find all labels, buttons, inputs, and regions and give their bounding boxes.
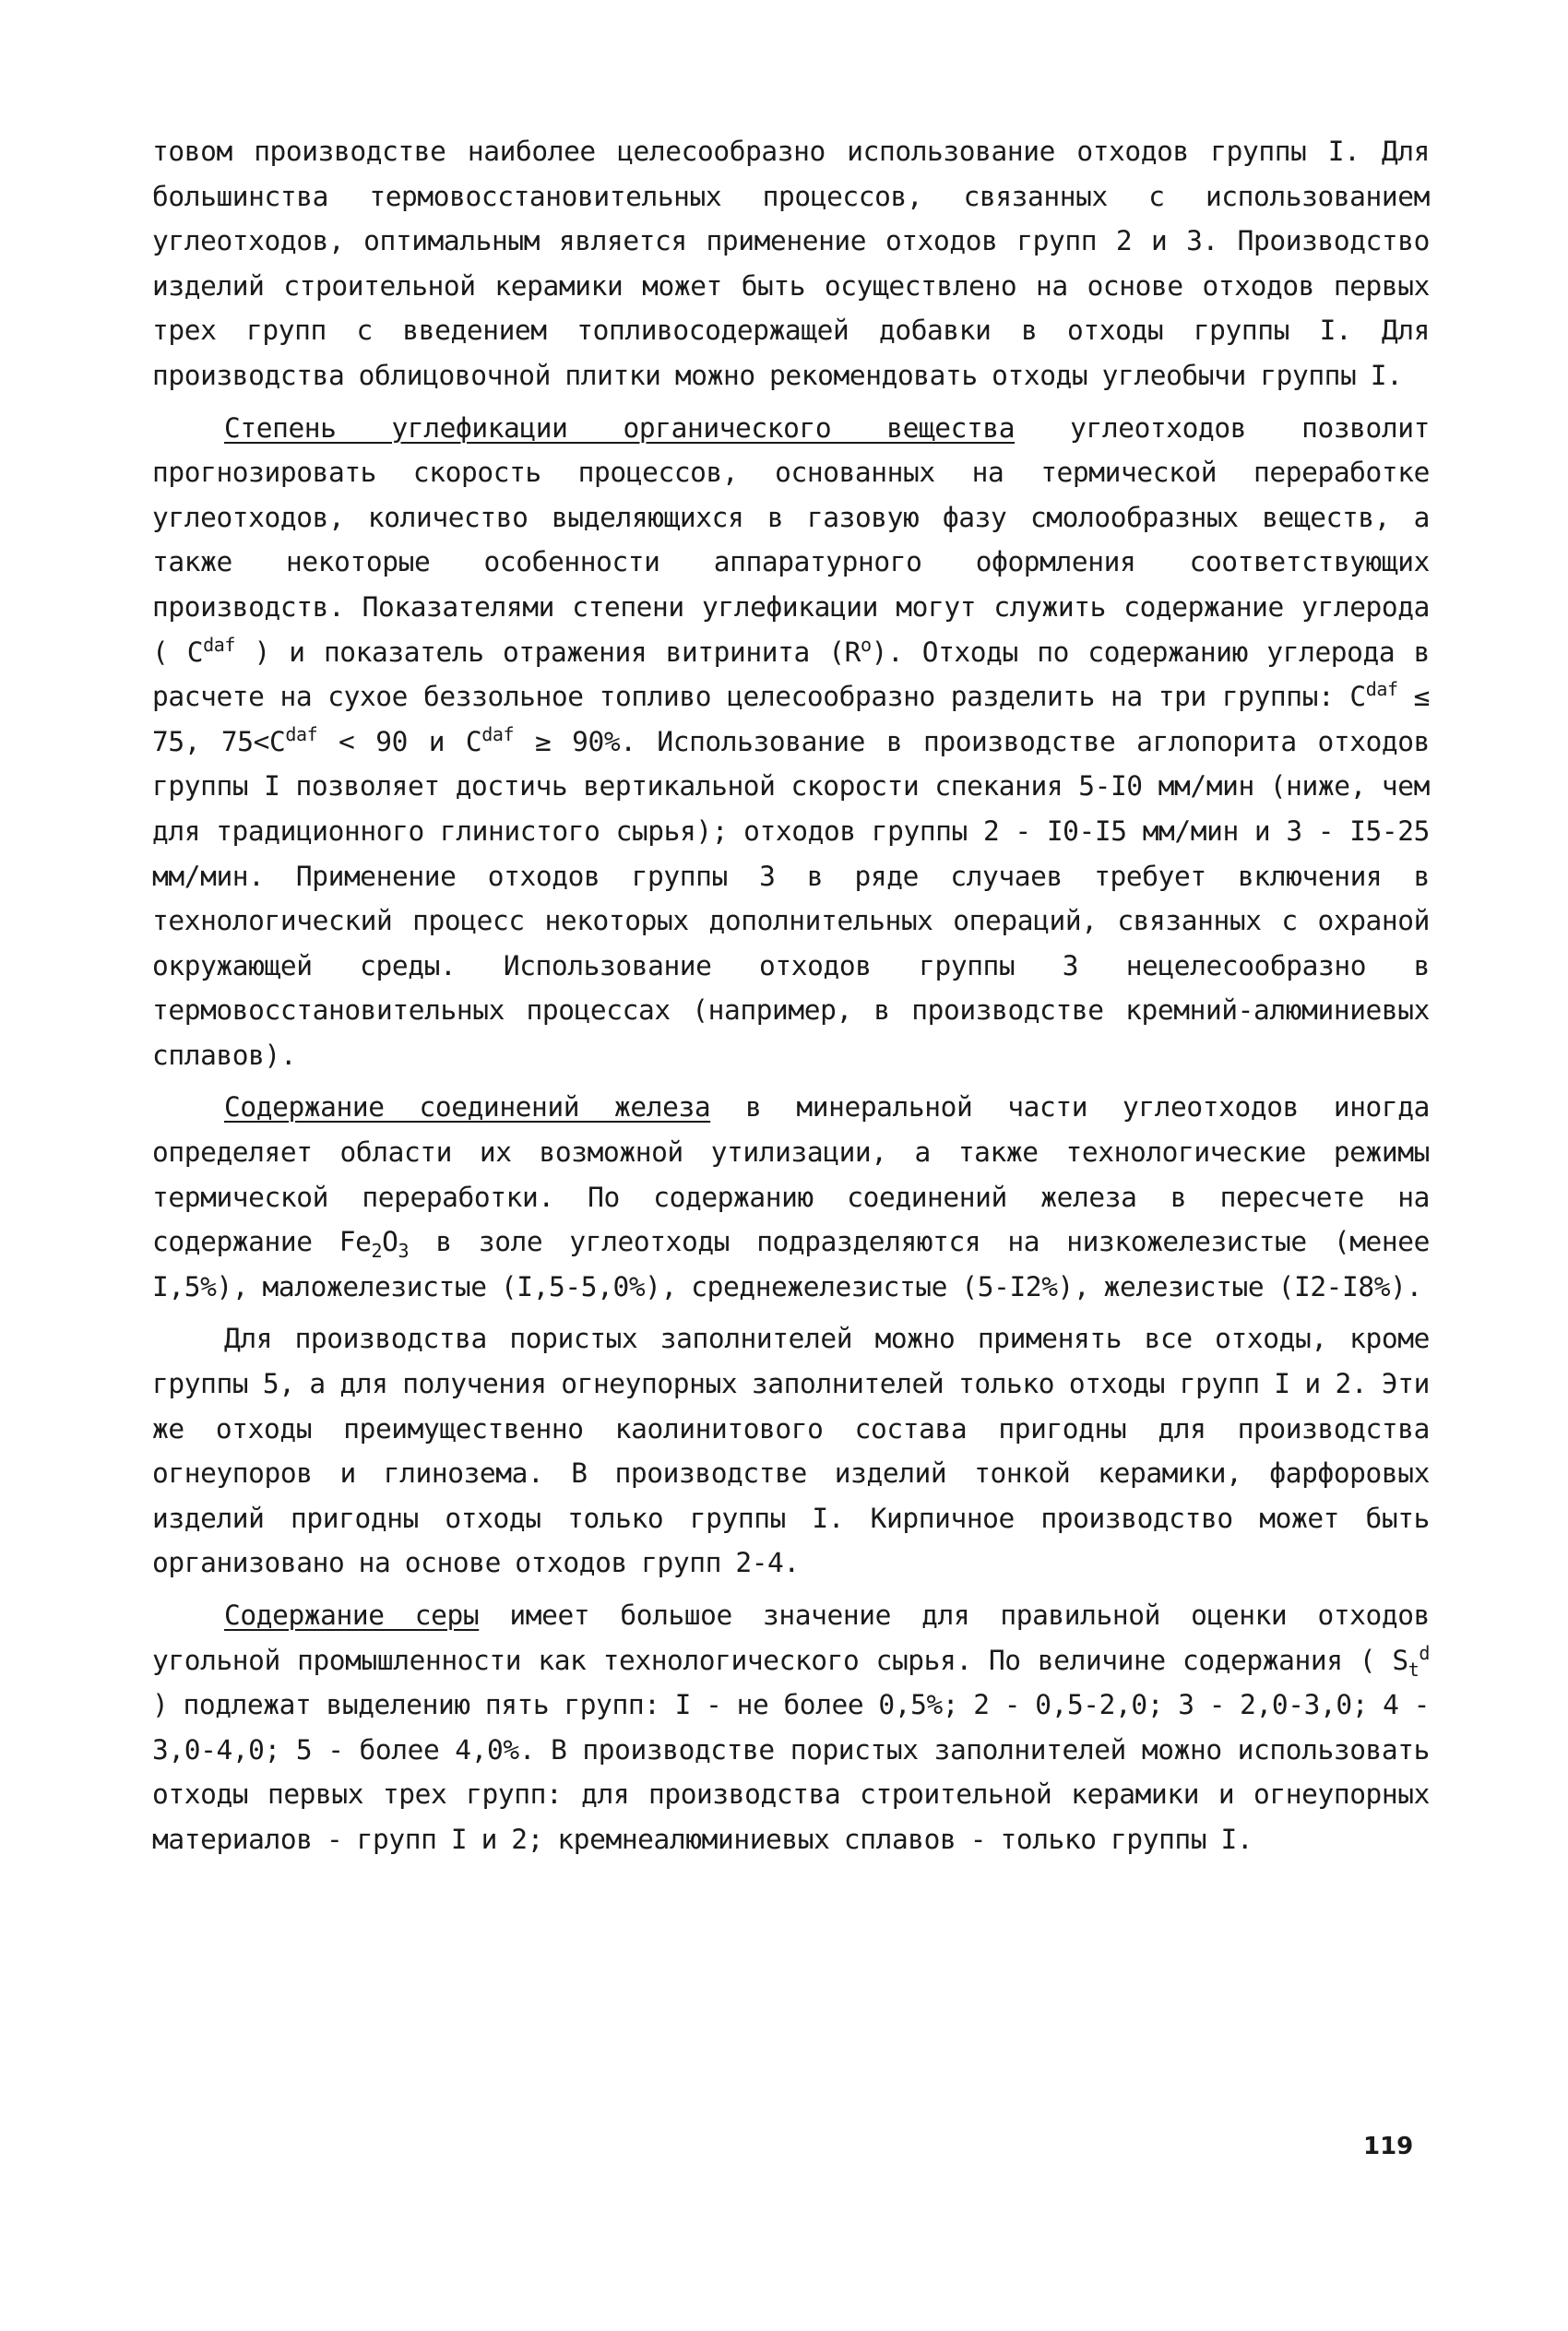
paragraph-1 xyxy=(152,129,1430,398)
paragraph-3 xyxy=(152,1085,1430,1309)
term-sulfur-content: Содержание серы xyxy=(224,1600,480,1631)
page-body xyxy=(152,129,1430,1862)
paragraph-3-text-3: в золе углеотходы подразделяются на низкожелезистые (менее I,5%), маложелезистые (I,5-5,0%), среднежелезистые (5-I2%), железистые (I2-I8%). xyxy=(152,1226,1430,1302)
paragraph-5-text-1: имеет большое значение для правильной оценки отходов угольной промышленности как технологического сырья. По величине содержания ( S xyxy=(152,1600,1430,1676)
term-iron-compounds: Содержание соединений железа xyxy=(224,1091,711,1124)
subscript-2: 2 xyxy=(371,1240,383,1263)
page-number: 119 xyxy=(1363,2133,1414,2160)
paragraph-2-text-2: ) и показатель отражения витринита (R xyxy=(235,636,861,668)
paragraph-2-text-6: ≥ 90%. Использование в производстве аглопорита отходов группы I позволяет достичь вертикальной скорости спекания 5-I0 мм/мин (ниже, чем для традиционного глинистого сырья); отходов группы 2 - I0-I5 мм/мин и 3 - I5-25 мм/мин. Применение отходов группы 3 в ряде случаев требует включения в технологический процесс некоторых дополнительных операций, связанных с охраной окружающей среды. Использование отходов группы 3 нецелесообразно в термовосстановительных процессах (например, в производстве кремний-алюминиевых сплавов). xyxy=(152,725,1431,1071)
paragraph-2-text-4: ≤ 75, 75<C xyxy=(152,681,1430,757)
term-coalification: Степень углефикации органического вещества xyxy=(224,411,1016,444)
superscript-daf-4: daf xyxy=(481,722,515,745)
paragraph-5-text-2: ) подлежат выделению пять групп: I - не более 0,5%; 2 - 0,5-2,0; 3 - 2,0-3,0; 4 - 3,0-4,0; 5 - более 4,0%. В производстве пористых заполнителей можно использовать отходы первых трех групп: для производства строительной керамики и огнеупорных материалов - групп I и 2; кремнеалюминиевых сплавов - только группы I. xyxy=(152,1689,1430,1855)
paragraph-2-text-5: < 90 и C xyxy=(317,725,482,757)
paragraph-2-text-3: ). Отходы по содержанию углерода в расчете на сухое беззольное топливо целесообразно разделить на три группы: C xyxy=(152,636,1430,713)
paragraph-1-text: товом производстве наиболее целесообразно использование отходов группы I. Для большинства термовосстановительных процессов, связанных с использованием углеотходов, оптимальным является применение отходов групп 2 и 3. Производство изделий строительной керамики может быть осуществлено на основе отходов первых трех групп с введением топливосодержащей добавки в отходы группы I. Для производства облицовочной плитки можно рекомендовать отходы углеобычи группы I. xyxy=(152,136,1430,391)
subscript-3: 3 xyxy=(398,1240,410,1263)
superscript-o: o xyxy=(860,633,872,656)
superscript-daf-1: daf xyxy=(203,633,236,656)
paragraph-3-text-2: O xyxy=(382,1226,398,1258)
superscript-d: d xyxy=(1419,1641,1430,1664)
paragraph-2 xyxy=(152,406,1430,1078)
paragraph-2-text-1: углеотходов позволит прогнозировать скорость процессов, основанных на термической переработке углеотходов, количество выделяющихся в газовую фазу смолообразных веществ, а также некоторые особенности аппаратурного оформления соответствующих производств. Показателями степени углефикации могут служить содержание углерода ( C xyxy=(152,411,1430,668)
paragraph-5 xyxy=(152,1593,1430,1862)
subscript-t: t xyxy=(1408,1658,1420,1681)
paragraph-3-text-1: в минеральной части углеотходов иногда определяет области их возможной утилизации, а также технологические режимы термической переработки. По содержанию соединений железа в пересчете на содержание Fe xyxy=(152,1091,1430,1258)
paragraph-4-text: Для производства пористых заполнителей можно применять все отходы, кроме группы 5, а для получения огнеупорных заполнителей только отходы групп I и 2. Эти же отходы преимущественно каолинитового состава пригодны для производства огнеупоров и глинозема. В производстве изделий тонкой керамики, фарфоровых изделий пригодны отходы только группы I. Кирпичное производство может быть организовано на основе отходов групп 2-4. xyxy=(152,1323,1430,1579)
superscript-daf-2: daf xyxy=(1365,678,1398,701)
paragraph-4 xyxy=(152,1316,1430,1586)
superscript-daf-3: daf xyxy=(285,722,318,745)
